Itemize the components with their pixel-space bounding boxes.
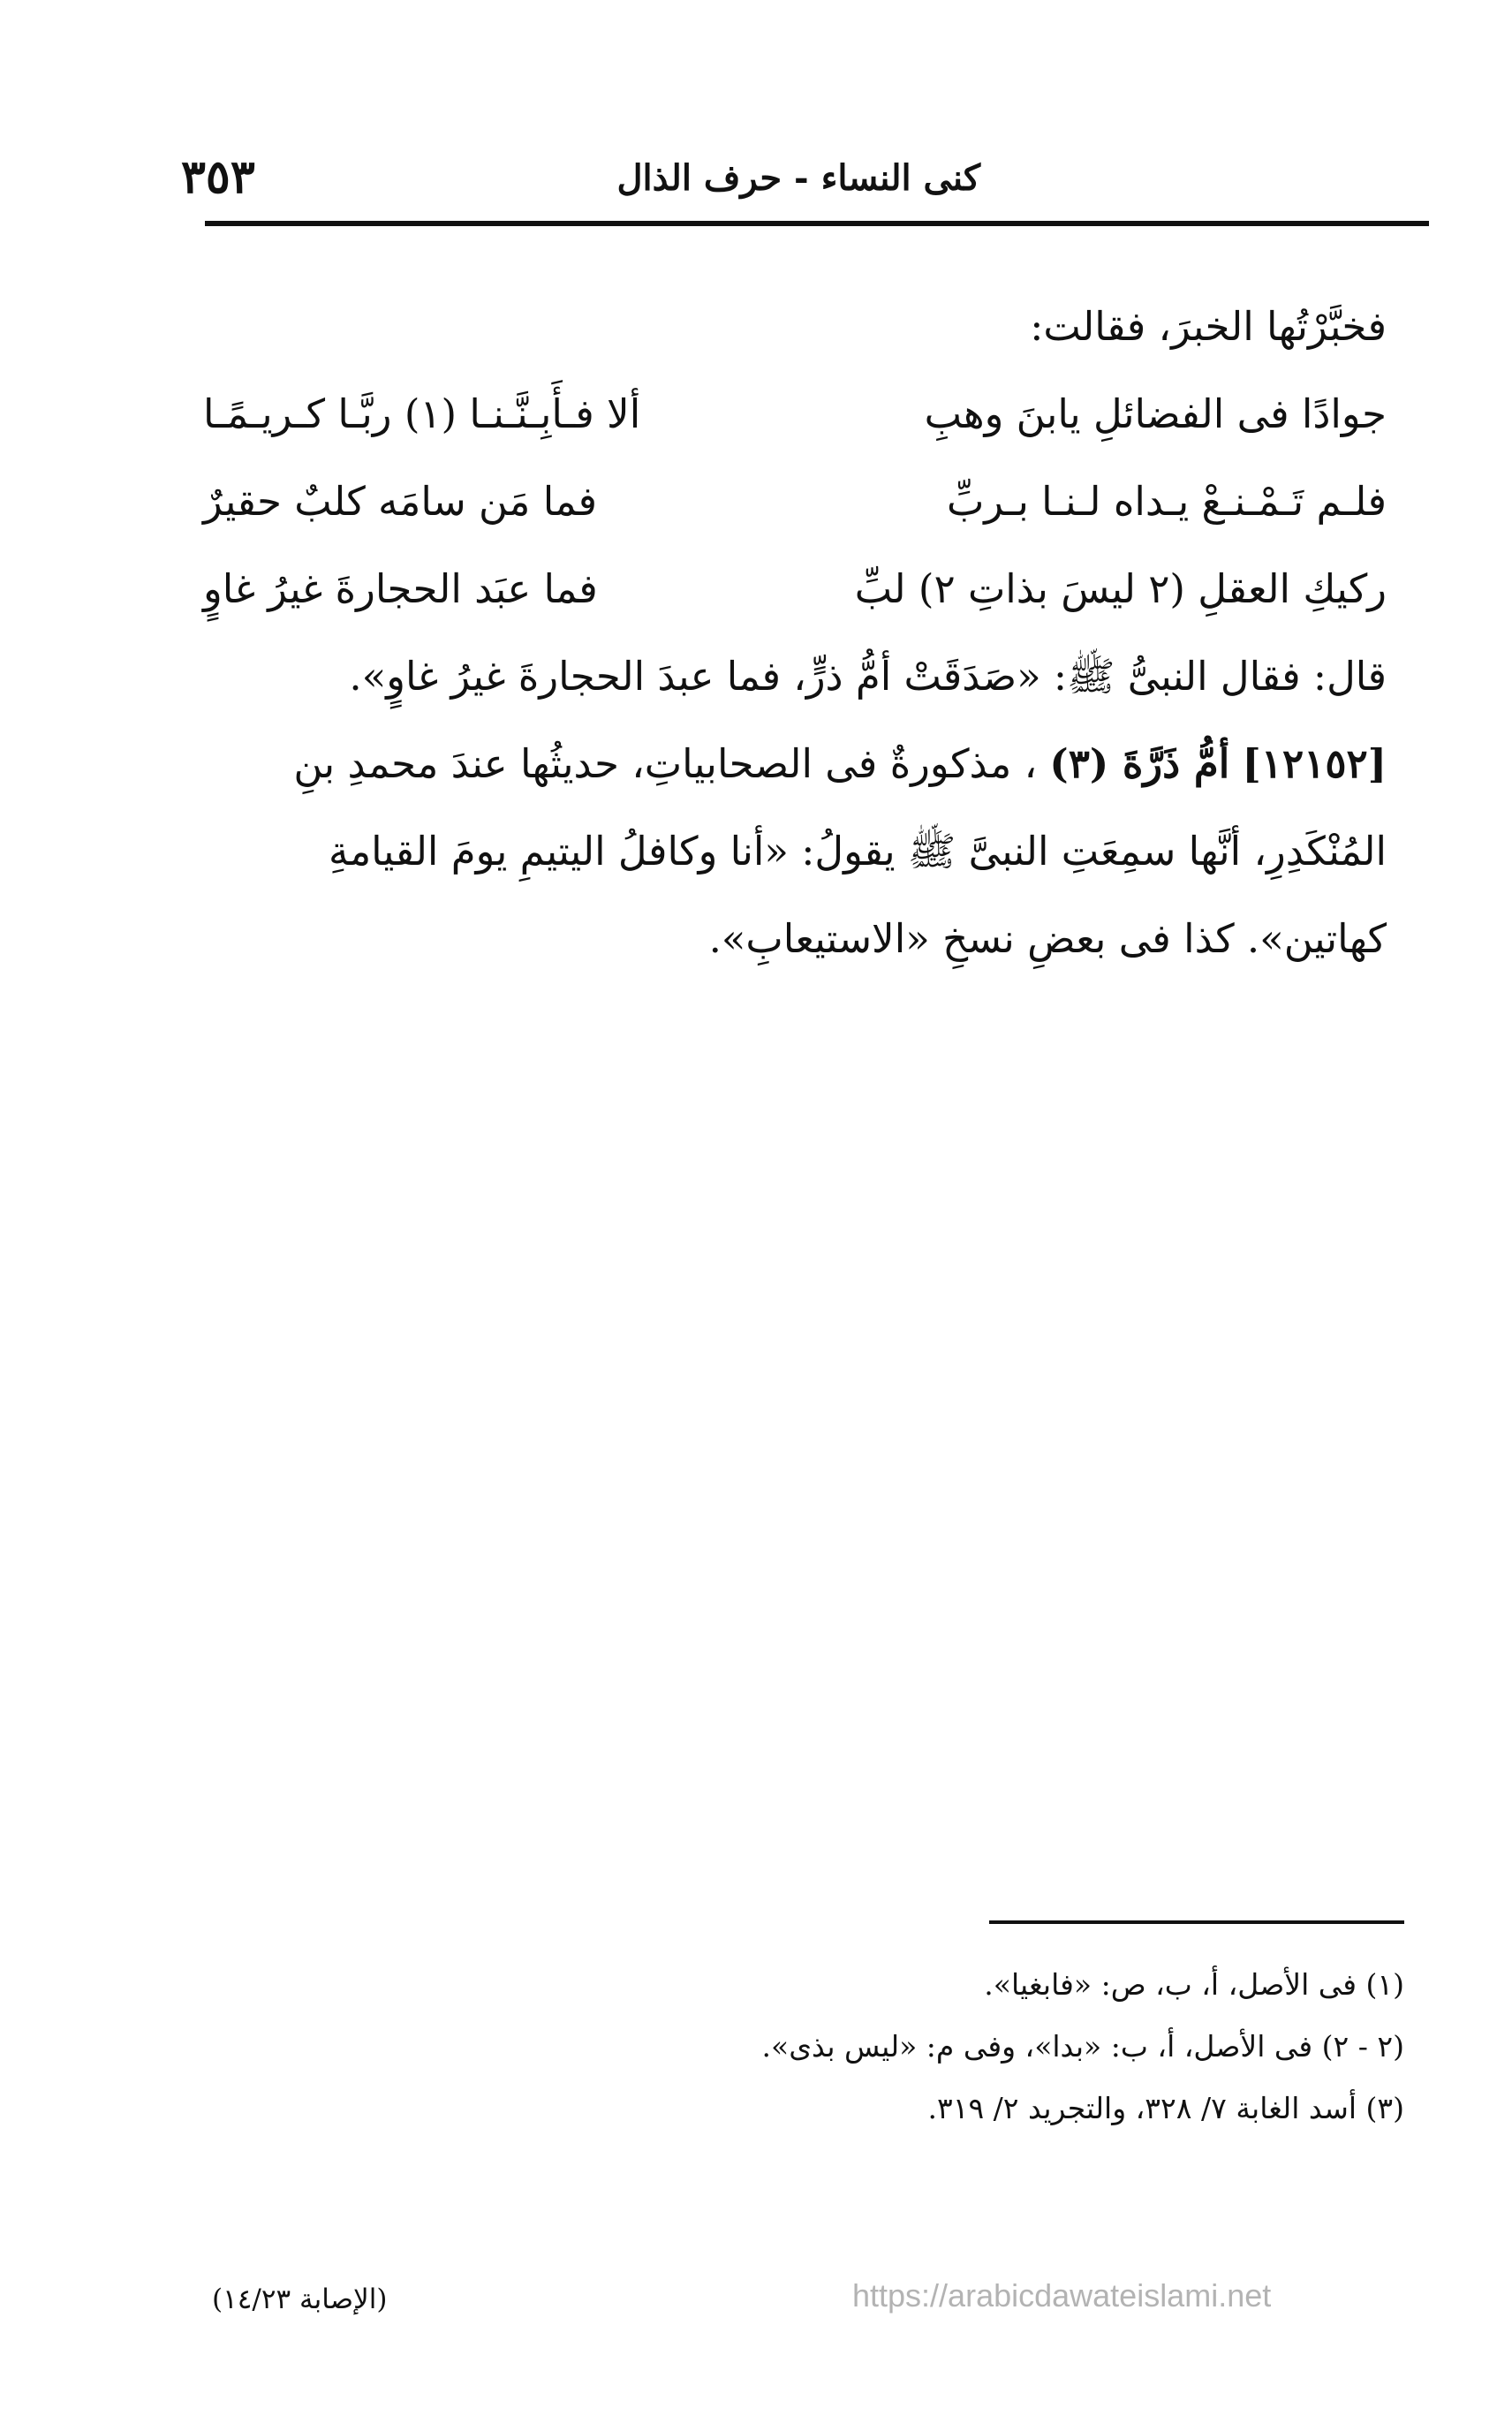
verse-line bbox=[203, 545, 1387, 632]
verse-first-hemistich: ألا فـأَبِـنَّـنـا (١) ربَّـا كـريـمًـا bbox=[203, 390, 641, 437]
volume-reference: (الإصابة ١٤/٢٣) bbox=[212, 2283, 388, 2315]
verse-first-hemistich: فما مَن سامَه كلبٌ حقيرٌ bbox=[203, 478, 597, 525]
entry-line bbox=[203, 720, 1387, 807]
entry-line: كهاتين». كذا فى بعضِ نسخِ «الاستيعابِ». bbox=[708, 915, 1387, 962]
verse-second-hemistich: جوادًا فى الفضائلِ يابنَ وهبِ bbox=[924, 390, 1387, 437]
verse-line bbox=[203, 458, 1387, 545]
footnote: (٢ - ٢) فى الأصل، أ، ب: «بدا»، وفى م: «ليس بذى». bbox=[761, 2029, 1404, 2064]
entry-text: ، مذكورةٌ فى الصحابياتِ، حديثُها عندَ محمدِ بنِ bbox=[293, 740, 1038, 787]
quote-line: قال: فقال النبىُّ ﷺ: «صَدَقَتْ أمُّ ذرٍّ، فما عبدَ الحجارةَ غيرُ غاوٍ». bbox=[349, 653, 1387, 700]
watermark: https://arabicdawateislami.net bbox=[852, 2277, 1272, 2314]
verse-second-hemistich: ركيكِ العقلِ (٢ ليسَ بذاتِ ٢) لبِّ bbox=[854, 565, 1387, 612]
intro-line: فخبَّرْتُها الخبرَ، فقالت: bbox=[1030, 303, 1387, 350]
footnote: (١) فى الأصل، أ، ب، ص: «فابغيا». bbox=[984, 1967, 1404, 2002]
footnotes bbox=[442, 1954, 1404, 2140]
verse-first-hemistich: فما عبَد الحجارةَ غيرُ غاوٍ bbox=[203, 565, 598, 612]
entry-line: المُنْكَدِرِ، أنَّها سمِعَتِ النبىَّ ﷺ يقولُ: «أنا وكافلُ اليتيمِ يومَ القيامةِ bbox=[328, 828, 1387, 875]
body-text bbox=[203, 283, 1387, 982]
running-title: كنى النساء - حرف الذال bbox=[616, 157, 980, 199]
entry-name: أمُّ ذَرَّةَ (٣) bbox=[1049, 740, 1230, 787]
header-rule bbox=[205, 221, 1429, 226]
verse-second-hemistich: فلـم تَـمْـنـعْ يـداه لـنـا بـربِّ bbox=[946, 478, 1387, 525]
page-number: ٣٥٣ bbox=[181, 150, 255, 204]
footnote-rule bbox=[989, 1920, 1404, 1924]
footnote: (٣) أسد الغابة ٧/ ٣٢٨، والتجريد ٢/ ٣١٩. bbox=[927, 2091, 1404, 2125]
verse-line bbox=[203, 370, 1387, 458]
entry-number: [١٢١٥٢] bbox=[1242, 740, 1387, 787]
